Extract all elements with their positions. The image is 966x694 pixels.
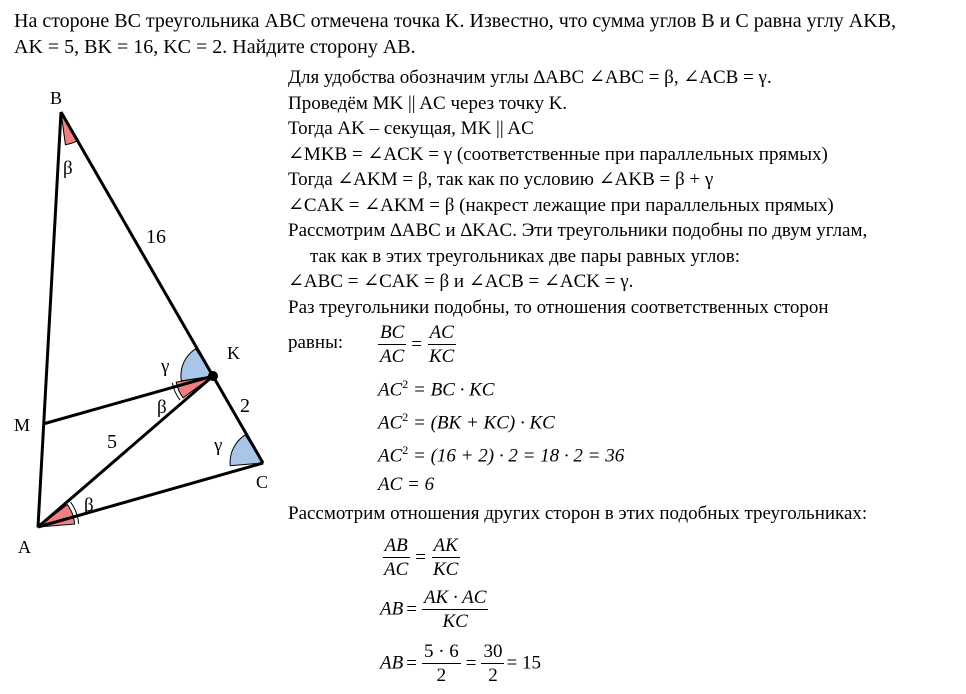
side-ab — [38, 112, 61, 527]
equation-ac2-sum: $AC^2 = (BK + KC)$ · KC — [378, 410, 555, 434]
fraction-5x6-2: $\frac{5 \cdot 6}{2}$ — [423, 641, 459, 686]
solution-line-3: Тогда AK – секущая, MK || AC — [288, 118, 534, 139]
equation-ac2-bc-kc: $AC^2$ = BC · KC — [378, 377, 495, 401]
problem-line-1: На стороне BC треугольника ABC отмечена точка K. Известно, что сумма углов B и C равна углу AKB, — [14, 10, 897, 32]
fraction-ak-ac-kc: $\frac{AK \cdot AC}{KC}$ — [423, 587, 487, 632]
fraction-ak-kc: $\frac{AK}{KC}$ — [433, 535, 459, 580]
equation-ac-result: AC = 6 — [378, 474, 435, 495]
angle-label-gamma-k: γ — [161, 356, 170, 377]
angle-label-gamma-c: γ — [214, 435, 223, 456]
solution-line-6: ∠CAK = ∠AKM = β (накрест лежащие при параллельных прямых) — [288, 194, 834, 216]
fraction-ac-kc: $\frac{AC}{KC}$ — [429, 322, 455, 367]
fraction-30-2: $\frac{30}{2}$ — [483, 641, 503, 686]
solution-line-1: Для удобства обозначим углы ∆ABC ∠ABC = β, ∠ACB = γ. — [288, 67, 772, 88]
angle-gamma-c-marker — [230, 435, 263, 466]
solution-text — [288, 65, 958, 320]
segment-mk — [43, 376, 213, 424]
proportion-2: $\frac{AB}{AC}$ = $\frac{AK}{KC}$ — [384, 535, 459, 580]
angle-label-beta-k: β — [157, 397, 167, 418]
solution-line-2: Проведём MK || AC через точку K. — [288, 92, 568, 114]
solution-line-7: Рассмотрим ∆ABC и ∆KAC. Эти треугольники подобны по двум углам, — [288, 220, 868, 241]
angle-label-beta-a: β — [84, 495, 94, 516]
equation-ac2-value: $AC^2 = (16 + 2) \cdot 2 = 18 \cdot 2 = 36$ — [378, 443, 625, 467]
side-ac — [38, 463, 263, 527]
solution-line-10: Раз треугольники подобны, то отношения соответственных сторон — [288, 296, 829, 318]
label-m: M — [14, 415, 31, 435]
length-kc: 2 — [240, 395, 250, 417]
problem-line-2: AK = 5, BK = 16, KC = 2. Найдите сторону AB. — [14, 36, 416, 58]
equation-ab-result: AB = $\frac{5 \cdot 6}{2}$ = $\frac{30}{2}$ = 15 — [380, 641, 541, 686]
point-k — [208, 371, 218, 381]
label-a: A — [18, 537, 31, 557]
solution-line-5: Тогда ∠AKM = β, так как по условию ∠AKB = β + γ — [288, 169, 714, 190]
label-k: K — [227, 343, 240, 363]
angle-label-beta-b: β — [63, 158, 73, 179]
length-bk: 16 — [146, 226, 166, 248]
ravny-label: равны: — [288, 332, 344, 353]
solution-line-9: ∠ABC = ∠CAK = β и ∠ACB = ∠ACK = γ. — [288, 271, 634, 292]
segment-ak — [38, 376, 213, 527]
label-c: C — [256, 472, 269, 492]
problem-statement — [14, 8, 959, 60]
solution-line-4: ∠MKB = ∠ACK = γ (соответственные при параллельных прямых) — [288, 143, 828, 165]
equation-ab-formula: AB = $\frac{AK \cdot AC}{KC}$ — [380, 587, 487, 632]
label-b: B — [50, 88, 63, 108]
consider-other-sides: Рассмотрим отношения других сторон в этих подобных треугольниках: — [288, 503, 868, 524]
solution-line-8: так как в этих треугольниках две пары равных углов: — [310, 245, 741, 267]
length-ak: 5 — [107, 431, 117, 453]
fraction-bc-ac: $\frac{BC}{AC}$ — [380, 322, 405, 367]
proportion-1: $\frac{BC}{AC}$ = $\frac{AC}{KC}$ — [380, 322, 455, 367]
triangle-figure — [0, 80, 290, 580]
fraction-ab-ac: $\frac{AB}{AC}$ — [384, 535, 409, 580]
